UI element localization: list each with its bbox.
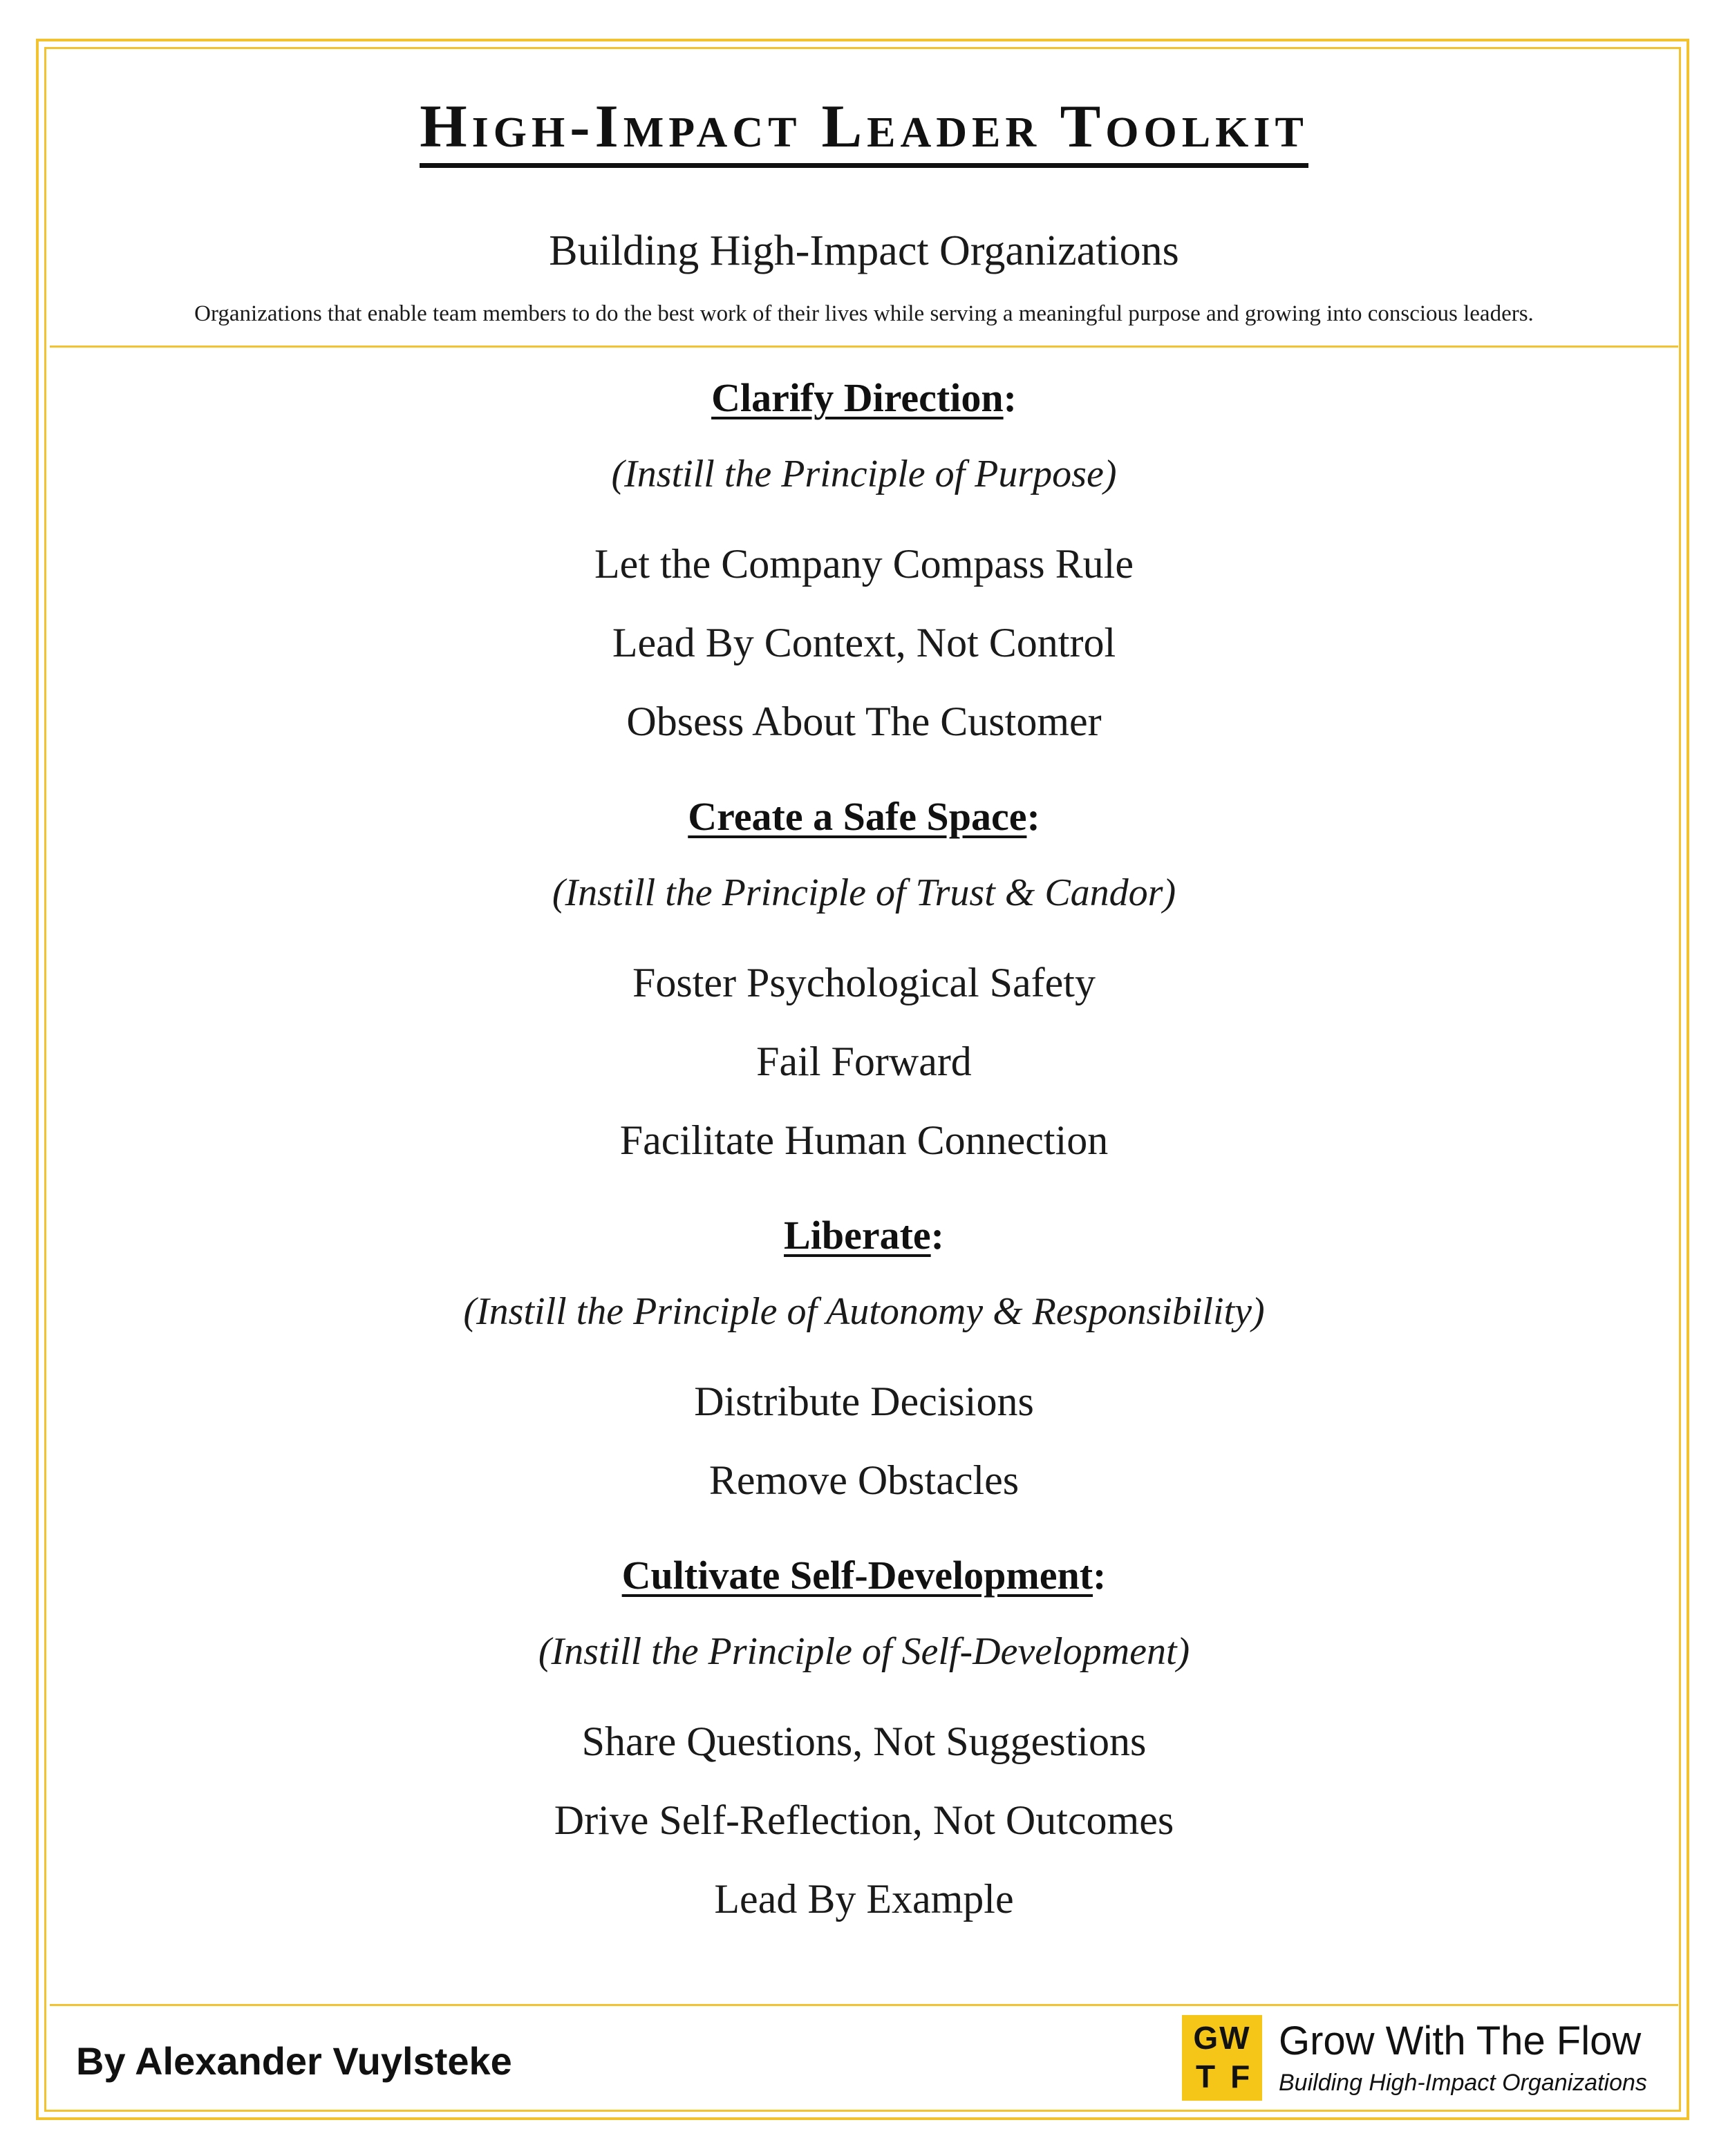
toolkit-sections — [0, 370, 1728, 1927]
list-item: Distribute Decisions — [694, 1379, 1034, 1424]
divider-top — [50, 346, 1678, 348]
section-principle: (Instill the Principle of Autonomy & Responsibility) — [463, 1290, 1265, 1333]
section-principle: (Instill the Principle of Self-Development) — [538, 1630, 1190, 1673]
section-heading-text: Cultivate Self-Development — [621, 1553, 1093, 1598]
heading-colon: : — [1026, 794, 1040, 839]
logo-line-2: TF — [1196, 2059, 1266, 2094]
list-item: Let the Company Compass Rule — [594, 541, 1134, 587]
list-item: Obsess About The Customer — [626, 699, 1102, 744]
section-heading-text: Liberate — [784, 1213, 931, 1258]
section-heading-text: Create a Safe Space — [688, 794, 1027, 839]
list-item: Fail Forward — [756, 1039, 972, 1084]
list-item: Foster Psychological Safety — [632, 960, 1096, 1005]
section-heading-text: Clarify Direction — [711, 375, 1004, 420]
page-title-container — [0, 95, 1728, 168]
list-item: Lead By Context, Not Control — [612, 620, 1116, 665]
section-heading — [0, 370, 1728, 426]
page-tagline: Organizations that enable team members to do the best work of their lives while serving a meaningful purpose and growing into conscious leaders. — [194, 301, 1534, 326]
page-subtitle: Building High-Impact Organizations — [549, 227, 1179, 274]
brand-tagline: Building High-Impact Organizations — [1279, 2070, 1647, 2096]
section-heading — [0, 1548, 1728, 1603]
section-heading — [0, 789, 1728, 844]
page-title: High-Impact Leader Toolkit — [420, 95, 1308, 168]
section-principle: (Instill the Principle of Purpose) — [611, 453, 1117, 495]
section-liberate — [0, 1208, 1728, 1508]
section-cultivate-self-development — [0, 1548, 1728, 1927]
gwtf-logo — [1182, 2015, 1266, 2101]
list-item: Drive Self-Reflection, Not Outcomes — [554, 1797, 1174, 1843]
section-heading — [0, 1208, 1728, 1263]
section-create-safe-space — [0, 789, 1728, 1168]
list-item: Share Questions, Not Suggestions — [581, 1719, 1147, 1764]
list-item: Lead By Example — [714, 1876, 1014, 1922]
section-clarify-direction — [0, 370, 1728, 749]
heading-colon: : — [1003, 375, 1017, 420]
list-item: Facilitate Human Connection — [619, 1117, 1109, 1163]
brand-name: Grow With The Flow — [1279, 2018, 1642, 2063]
heading-colon: : — [930, 1213, 944, 1258]
logo-line-1: GW — [1193, 2020, 1251, 2056]
heading-colon: : — [1093, 1553, 1107, 1598]
list-item: Remove Obstacles — [708, 1457, 1020, 1503]
section-principle: (Instill the Principle of Trust & Candor) — [552, 871, 1176, 914]
author-byline: By Alexander Vuylsteke — [76, 2039, 512, 2083]
divider-bottom — [50, 2004, 1678, 2006]
